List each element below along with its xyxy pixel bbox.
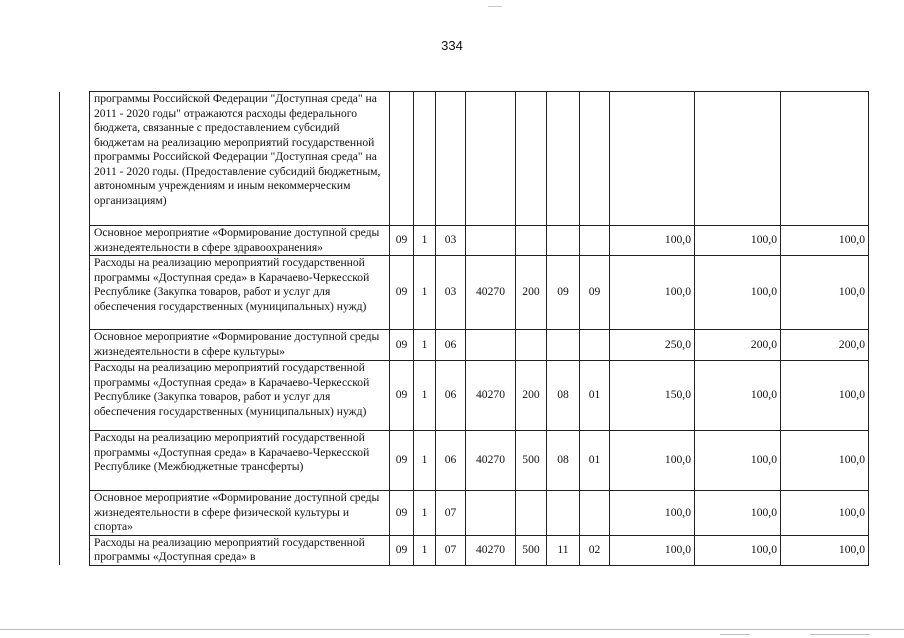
cell-code-3: 06 [436, 330, 466, 361]
cell-code-7 [580, 92, 610, 226]
page-number: 334 [441, 38, 463, 53]
cell-code-5 [516, 330, 547, 361]
table-row [60, 330, 869, 361]
cell-code-7 [580, 491, 610, 536]
cell-code-5: 500 [516, 431, 547, 491]
cell-blank [60, 226, 90, 256]
table-body [60, 92, 869, 566]
scan-mark [488, 6, 502, 7]
description-text: Расходы на реализацию мероприятий государственной программы «Доступная среда» в Карачаево-Черкесской Республике (Закупка товаров, работ и услуг для обеспечения государственных (муниципальных) нужд) [94, 256, 370, 313]
cell-blank [60, 535, 90, 565]
cell-value-1: 100,0 [610, 535, 695, 565]
cell-description [90, 226, 390, 256]
cell-code-7: 01 [580, 431, 610, 491]
description-text: Основное мероприятие «Формирование доступной среды жизнедеятельности в сфере культуры» [94, 330, 380, 358]
cell-code-6: 09 [547, 256, 580, 330]
cell-value-3: 200,0 [781, 330, 869, 361]
cell-code-5: 500 [516, 535, 547, 565]
cell-value-1: 100,0 [610, 226, 695, 256]
cell-code-6 [547, 491, 580, 536]
cell-code-6 [547, 330, 580, 361]
table-row [60, 92, 869, 226]
cell-code-4: 40270 [466, 535, 516, 565]
cell-description [90, 535, 390, 565]
cell-value-2: 200,0 [695, 330, 781, 361]
cell-description [90, 361, 390, 431]
description-text: Расходы на реализацию мероприятий государственной программы «Доступная среда» в Карачаево-Черкесской Республике (Межбюджетные трансферты) [94, 431, 370, 473]
cell-code-1: 09 [390, 535, 414, 565]
cell-value-1: 100,0 [610, 491, 695, 536]
cell-code-4 [466, 92, 516, 226]
cell-code-2: 1 [414, 361, 436, 431]
table-row [60, 491, 869, 536]
cell-code-6 [547, 226, 580, 256]
cell-value-1 [610, 92, 695, 226]
cell-code-6: 08 [547, 361, 580, 431]
table-row [60, 256, 869, 330]
cell-code-3: 03 [436, 226, 466, 256]
cell-code-2: 1 [414, 330, 436, 361]
cell-code-6 [547, 92, 580, 226]
cell-code-4 [466, 330, 516, 361]
cell-value-2: 100,0 [695, 535, 781, 565]
cell-code-3: 06 [436, 361, 466, 431]
cell-value-3: 100,0 [781, 226, 869, 256]
table-row [60, 431, 869, 491]
cell-blank [60, 330, 90, 361]
cell-value-3: 100,0 [781, 535, 869, 565]
cell-code-3: 03 [436, 256, 466, 330]
cell-code-3: 07 [436, 491, 466, 536]
cell-code-3: 06 [436, 431, 466, 491]
cell-blank [60, 361, 90, 431]
cell-code-2: 1 [414, 256, 436, 330]
cell-code-7: 09 [580, 256, 610, 330]
cell-description [90, 491, 390, 536]
cell-value-3 [781, 92, 869, 226]
cell-blank [60, 256, 90, 330]
cell-blank [60, 92, 90, 226]
cell-code-1: 09 [390, 256, 414, 330]
cell-code-1: 09 [390, 491, 414, 536]
cell-value-2 [695, 92, 781, 226]
cell-code-2: 1 [414, 535, 436, 565]
cell-blank [60, 431, 90, 491]
description-text: программы Российской Федерации "Доступная среда" на 2011 - 2020 годы" отражаются расходы федерального бюджета, связанные с предоставлением субсидий бюджетам на реализацию мероприятий государственной программы Российской Федерации "Доступная среда" на 2011 - 2020 годы. (Предоставление субсидий бюджетным, автономным учреждениям и иным некоммерческим организациям) [94, 92, 381, 207]
cell-code-5: 200 [516, 361, 547, 431]
cell-value-1: 150,0 [610, 361, 695, 431]
cell-code-1: 09 [390, 330, 414, 361]
cell-code-7 [580, 330, 610, 361]
cell-value-2: 100,0 [695, 361, 781, 431]
cell-description [90, 256, 390, 330]
cell-description [90, 431, 390, 491]
cell-code-4 [466, 226, 516, 256]
cell-code-1: 09 [390, 361, 414, 431]
cell-value-2: 100,0 [695, 256, 781, 330]
cell-description [90, 330, 390, 361]
cell-code-7: 01 [580, 361, 610, 431]
cell-value-1: 250,0 [610, 330, 695, 361]
description-text: Основное мероприятие «Формирование доступной среды жизнедеятельности в сфере здравоохранения» [94, 226, 380, 254]
cell-value-1: 100,0 [610, 256, 695, 330]
budget-table [59, 91, 869, 566]
scan-mark [810, 634, 870, 635]
description-text: Расходы на реализацию мероприятий государственной программы «Доступная среда» в Карачаево-Черкесской Республике (Закупка товаров, работ и услуг для обеспечения государственных (муниципальных) нужд) [94, 361, 370, 418]
cell-code-2: 1 [414, 491, 436, 536]
cell-code-5: 200 [516, 256, 547, 330]
description-text: Расходы на реализацию мероприятий государственной программы «Доступная среда» в [94, 535, 365, 563]
cell-code-4 [466, 491, 516, 536]
cell-code-7 [580, 226, 610, 256]
cell-code-1: 09 [390, 226, 414, 256]
cell-value-1: 100,0 [610, 431, 695, 491]
cell-code-2: 1 [414, 226, 436, 256]
cell-value-3: 100,0 [781, 256, 869, 330]
cell-code-6: 11 [547, 535, 580, 565]
table-row [60, 226, 869, 256]
cell-code-5 [516, 491, 547, 536]
cell-code-3: 07 [436, 535, 466, 565]
scan-mark [720, 634, 750, 635]
cell-value-2: 100,0 [695, 226, 781, 256]
cell-code-4: 40270 [466, 256, 516, 330]
cell-blank [60, 491, 90, 536]
cell-code-7: 02 [580, 535, 610, 565]
cell-code-4: 40270 [466, 431, 516, 491]
cell-code-2: 1 [414, 431, 436, 491]
scan-edge-line [0, 629, 904, 630]
cell-code-2 [414, 92, 436, 226]
cell-code-1: 09 [390, 431, 414, 491]
cell-value-3: 100,0 [781, 431, 869, 491]
cell-description [90, 92, 390, 226]
cell-code-5 [516, 226, 547, 256]
cell-value-3: 100,0 [781, 491, 869, 536]
cell-value-3: 100,0 [781, 361, 869, 431]
cell-value-2: 100,0 [695, 491, 781, 536]
cell-value-2: 100,0 [695, 431, 781, 491]
table-row [60, 535, 869, 565]
description-text: Основное мероприятие «Формирование доступной среды жизнедеятельности в сфере физической культуры и спорта» [94, 491, 380, 533]
cell-code-1 [390, 92, 414, 226]
cell-code-5 [516, 92, 547, 226]
cell-code-3 [436, 92, 466, 226]
cell-code-4: 40270 [466, 361, 516, 431]
cell-code-6: 08 [547, 431, 580, 491]
table-row [60, 361, 869, 431]
